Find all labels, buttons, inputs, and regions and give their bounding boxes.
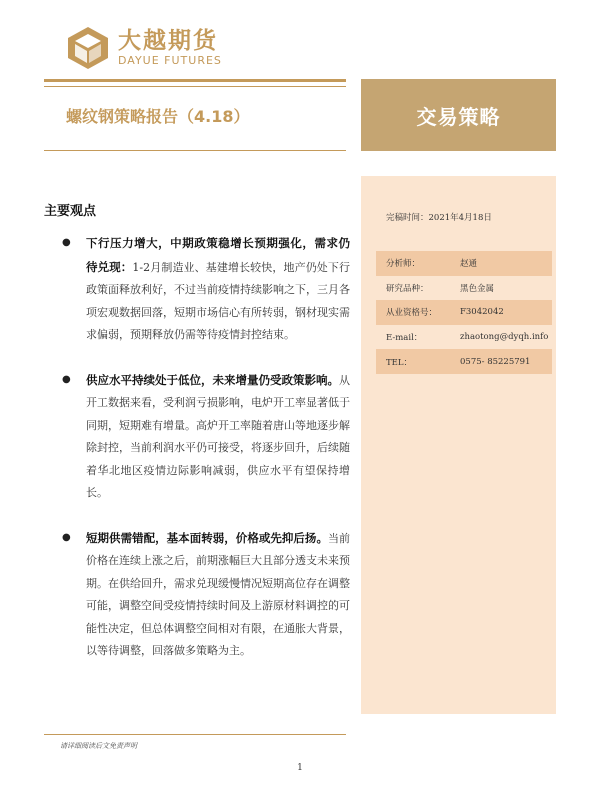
- analyst-info-table: [376, 251, 552, 374]
- page-number: 1: [297, 763, 303, 773]
- point-body: 1-2月制造业、基建增长较快，地产仍处下行政策面释放利好，不过当前疫情持续影响之下，三月各项宏观数据回落，短期市场信心有所转弱，钢材现实需求偏弱，预期释放仍需等待疫情封控结束。: [86, 260, 351, 341]
- info-key: 研究品种：: [386, 283, 429, 294]
- info-value: 赵通: [460, 259, 478, 270]
- info-row-variety: [376, 276, 552, 301]
- point-body: 从开工数据来看，受利润亏损影响，电炉开工率显著低于同期，短期难有增量。高炉开工率随着唐山等地逐步解除封控，当前利润水平仍可接受，将逐步回升，后续随着华北地区疫情边际影响减弱，供应水平有望保持增长。: [86, 373, 350, 499]
- info-value: 黑色金属: [460, 283, 495, 294]
- strategy-label: 交易策略: [416, 104, 501, 129]
- list-item: [62, 232, 350, 347]
- title-rule: [44, 150, 346, 151]
- info-row-email: [376, 325, 552, 350]
- info-value[interactable]: zhaotong@dyqh.info: [460, 332, 549, 343]
- info-row-tel: [376, 349, 552, 374]
- info-row-analyst: [376, 251, 552, 276]
- bullet-icon: ●: [62, 531, 71, 543]
- disclaimer-note: 请详细阅读后文免责声明: [60, 742, 137, 750]
- company-logo: [66, 22, 222, 74]
- info-key: E-mail：: [386, 333, 423, 344]
- point-heading: 供应水平持续处于低位，未来增量仍受政策影响。: [86, 372, 339, 387]
- dayue-logo-icon: [66, 25, 110, 71]
- brand-name-cn: 大越期货: [118, 28, 218, 54]
- footer-rule: [44, 734, 346, 735]
- point-body: 当前价格在连续上涨之后，前期涨幅巨大且部分透支未来预期。在供给回升，需求兑现缓慢情况短期高位存在调整可能，调整空间受疫情持续时间及上游原材料调控的可能性决定，但总体调整空间相对有限，在通胀大背景，以等待调整，回落做多策略为主。: [86, 531, 351, 657]
- header-rule-thick: [44, 79, 346, 82]
- header-rule-thin: [44, 86, 346, 87]
- info-key: 分析师：: [386, 259, 421, 270]
- point-heading: 下行压力增大，中期政策稳增长预期强化，需求仍待兑现：: [86, 236, 350, 274]
- info-row-license: [376, 300, 552, 325]
- section-title: 主要观点: [44, 204, 97, 219]
- point-heading: 短期供需错配，基本面转弱，价格或先抑后扬。: [86, 530, 328, 545]
- info-value: 0575- 85225791: [460, 356, 531, 367]
- brand-name-en: DAYUE FUTURES: [118, 54, 222, 67]
- info-value: F3042042: [460, 307, 504, 318]
- draft-date: 完稿时间：2021年4月18日: [386, 213, 492, 223]
- bullet-icon: ●: [62, 237, 71, 248]
- list-item: [62, 527, 350, 663]
- info-key: 从业资格号：: [386, 308, 438, 319]
- bullet-icon: ●: [62, 373, 71, 385]
- report-title: 螺纹钢策略报告（4.18）: [66, 107, 250, 126]
- info-key: TEL：: [386, 357, 413, 368]
- key-points-list: [62, 232, 350, 685]
- list-item: [62, 369, 350, 505]
- strategy-banner: [361, 79, 556, 151]
